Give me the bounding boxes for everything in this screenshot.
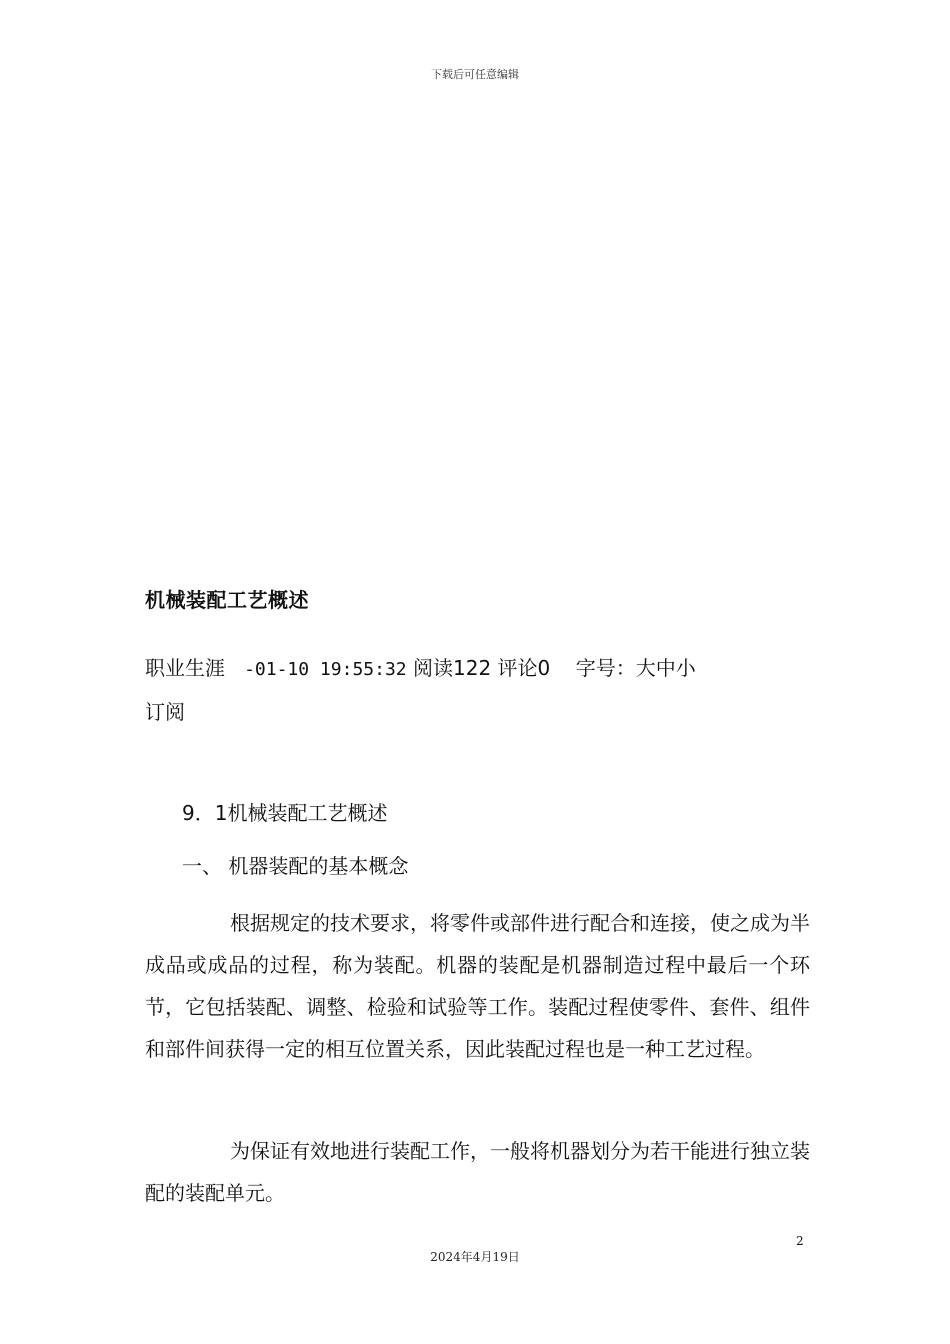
- section-heading: 9．1机械装配工艺概述: [182, 801, 388, 825]
- subsection-heading: 一、 机器装配的基本概念: [182, 854, 409, 878]
- body-paragraph: 为保证有效地进行装配工作，一般将机器划分为若干能进行独立装配的装配单元。: [145, 1139, 810, 1205]
- page-footer-date: 2024年4月19日: [430, 1250, 520, 1264]
- body-paragraph: 根据规定的技术要求，将零件或部件进行配合和连接，使之成为半成品或成品的过程，称为装配。机器的装配是机器制造过程中最后一个环节，它包括装配、调整、检验和试验等工作。装配过程使零件、套件、组件和部件间获得一定的相互位置关系，因此装配过程也是一种工艺过程。: [145, 911, 810, 1061]
- meta-reads: 阅读122: [413, 656, 492, 680]
- page-header: 下载后可任意编辑: [431, 68, 519, 81]
- meta-subscribe[interactable]: 订阅: [145, 700, 185, 724]
- meta-category[interactable]: 职业生涯: [145, 656, 225, 680]
- page-number: 2: [796, 1234, 804, 1248]
- article-title: 机械装配工艺概述: [145, 588, 309, 612]
- meta-comments[interactable]: 评论0: [497, 656, 551, 680]
- meta-datetime: -01-10 19:55:32: [244, 659, 407, 680]
- article-meta: [145, 647, 815, 734]
- meta-font-size[interactable]: 字号：大中小: [575, 656, 696, 680]
